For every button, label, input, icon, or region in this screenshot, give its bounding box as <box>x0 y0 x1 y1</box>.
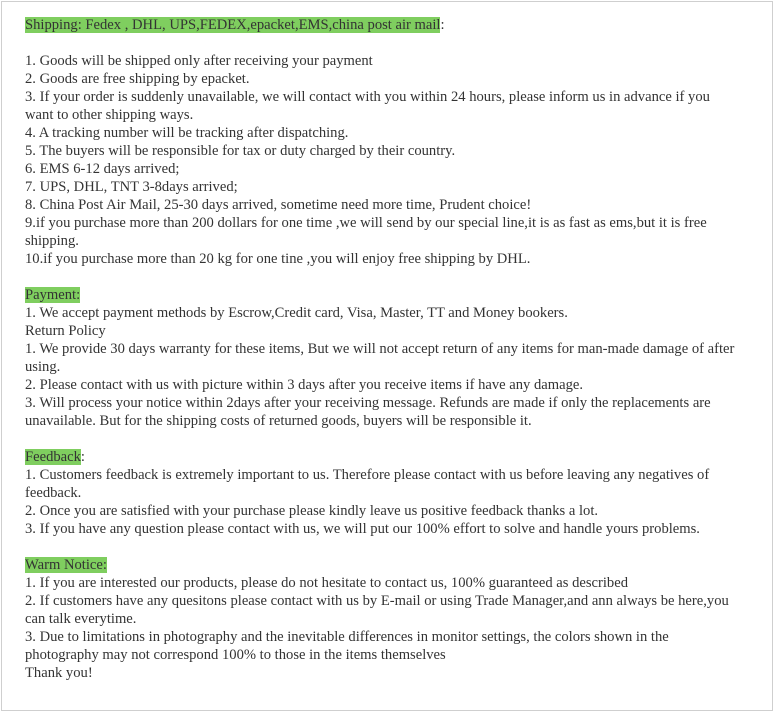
payment-heading: Payment: <box>25 287 81 303</box>
spacer <box>25 268 737 286</box>
feedback-heading-suffix: : <box>80 449 85 465</box>
shipping-heading-row <box>25 16 737 34</box>
product-policy-text <box>25 16 737 682</box>
shipping-line-6: 6. EMS 6-12 days arrived; <box>25 161 180 177</box>
payment-line-1: 1. We accept payment methods by Escrow,Credit card, Visa, Master, TT and Money bookers. <box>25 305 568 321</box>
shipping-list <box>25 52 737 268</box>
shipping-heading-suffix: : <box>440 17 445 33</box>
payment-list <box>25 304 737 430</box>
feedback-list <box>25 466 737 538</box>
feedback-line-3: 3. If you have any question please contact with us, we will put our 100% effort to solve and handle yours problems. <box>25 521 700 537</box>
spacer <box>25 430 737 448</box>
warm-notice-line-1: 1. If you are interested our products, please do not hesitate to contact us, 100% guaranteed as described <box>25 575 629 591</box>
return-policy-title: Return Policy <box>25 323 106 339</box>
return-policy-line-2: 2. Please contact with us with picture within 3 days after you receive items if have any damage. <box>25 377 584 393</box>
thank-you-line: Thank you! <box>25 665 93 681</box>
warm-notice-heading: Warm Notice: <box>25 557 107 573</box>
warm-notice-line-2: 2. If customers have any quesitons please contact with us by E-mail or using Trade Manager,and ann always be here,you can talk everytime. <box>25 593 729 627</box>
feedback-heading-row <box>25 448 737 466</box>
feedback-line-2: 2. Once you are satisfied with your purchase please kindly leave us positive feedback thanks a lot. <box>25 503 599 519</box>
shipping-line-7: 7. UPS, DHL, TNT 3-8days arrived; <box>25 179 238 195</box>
shipping-line-2: 2. Goods are free shipping by epacket. <box>25 71 250 87</box>
shipping-line-8: 8. China Post Air Mail, 25-30 days arrived, sometime need more time, Prudent choice! <box>25 197 532 213</box>
shipping-line-10: 10.if you purchase more than 20 kg for one tine ,you will enjoy free shipping by DHL. <box>25 251 531 267</box>
shipping-line-4: 4. A tracking number will be tracking after dispatching. <box>25 125 349 141</box>
spacer <box>25 34 737 52</box>
payment-heading-row <box>25 286 737 304</box>
return-policy-line-3: 3. Will process your notice within 2days after your receiving message. Refunds are made if only the replacements are unavailable. But for the shipping costs of returned goods, buyers will be responsible it. <box>25 395 711 429</box>
shipping-line-5: 5. The buyers will be responsible for tax or duty charged by their country. <box>25 143 456 159</box>
warm-notice-list <box>25 574 737 682</box>
shipping-heading: Shipping: Fedex , DHL, UPS,FEDEX,epacket,EMS,china post air mail <box>25 17 441 33</box>
spacer <box>25 538 737 556</box>
shipping-line-1: 1. Goods will be shipped only after receiving your payment <box>25 53 373 69</box>
shipping-line-9: 9.if you purchase more than 200 dollars for one time ,we will send by our special line,it is as fast as ems,but it is free shipping. <box>25 215 707 249</box>
feedback-line-1: 1. Customers feedback is extremely important to us. Therefore please contact with us before leaving any negatives of feedback. <box>25 467 710 501</box>
shipping-line-3: 3. If your order is suddenly unavailable, we will contact with you within 24 hours, please inform us in advance if you want to other shipping ways. <box>25 89 710 123</box>
feedback-heading: Feedback <box>25 449 81 465</box>
warm-notice-line-3: 3. Due to limitations in photography and the inevitable differences in monitor settings, the colors shown in the photography may not correspond 100% to those in the items themselves <box>25 629 669 663</box>
return-policy-line-1: 1. We provide 30 days warranty for these items, But we will not accept return of any items for man-made damage of after using. <box>25 341 735 375</box>
warm-notice-heading-row <box>25 556 737 574</box>
